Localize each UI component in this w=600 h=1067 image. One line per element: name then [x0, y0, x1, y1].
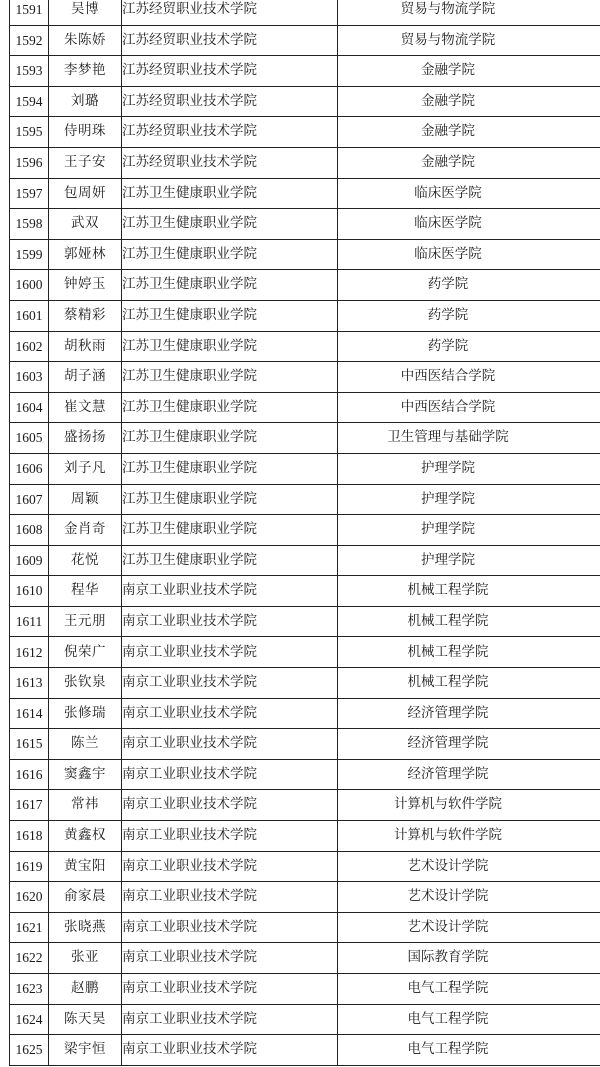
college-name-cell	[338, 484, 600, 515]
table-row	[10, 362, 600, 393]
college-name-cell	[338, 453, 600, 484]
row-number-cell: 1625	[10, 1035, 49, 1066]
college-name-text: 中西医结合学院	[400, 398, 496, 415]
college-name-text: 药学院	[427, 276, 469, 293]
college-name-text: 艺术设计学院	[407, 918, 489, 935]
college-name-text: 中西医结合学院	[400, 368, 496, 385]
college-name-cell	[338, 0, 600, 25]
college-name-text: 经济管理学院	[407, 735, 489, 752]
college-name-cell	[338, 270, 600, 301]
college-name-text: 药学院	[427, 337, 469, 354]
row-number-cell: 1591	[10, 0, 49, 25]
row-number-cell: 1593	[10, 56, 49, 87]
college-name-cell	[338, 392, 600, 423]
college-name-cell	[338, 239, 600, 270]
college-name-cell	[338, 698, 600, 729]
student-name-cell: 陈天昊	[49, 1004, 122, 1035]
school-name-cell: 江苏卫生健康职业学院	[122, 270, 338, 301]
school-name-cell: 南京工业职业技术学院	[122, 759, 338, 790]
row-number-cell: 1598	[10, 209, 49, 240]
row-number-cell: 1624	[10, 1004, 49, 1035]
student-name-cell: 吴博	[49, 0, 122, 25]
college-name-text: 机械工程学院	[407, 643, 489, 660]
school-name-cell: 南京工业职业技术学院	[122, 668, 338, 699]
student-name-cell: 钟婷玉	[49, 270, 122, 301]
student-name-cell: 侍明珠	[49, 117, 122, 148]
row-number-cell: 1620	[10, 882, 49, 913]
row-number-cell: 1603	[10, 362, 49, 393]
table-row	[10, 1004, 600, 1035]
student-name-cell: 张晓燕	[49, 912, 122, 943]
school-name-cell: 江苏卫生健康职业学院	[122, 484, 338, 515]
student-name-cell: 崔文慧	[49, 392, 122, 423]
student-name-cell: 刘子凡	[49, 453, 122, 484]
school-name-cell: 南京工业职业技术学院	[122, 821, 338, 852]
student-name-cell: 包周妍	[49, 178, 122, 209]
row-number-cell: 1608	[10, 515, 49, 546]
school-name-cell: 南京工业职业技术学院	[122, 576, 338, 607]
school-name-cell: 江苏经贸职业技术学院	[122, 56, 338, 87]
college-name-text: 电气工程学院	[407, 1010, 489, 1027]
table-row	[10, 178, 600, 209]
table-row	[10, 392, 600, 423]
college-name-text: 护理学院	[421, 521, 475, 538]
table-row	[10, 56, 600, 87]
school-name-cell: 南京工业职业技术学院	[122, 912, 338, 943]
student-name-cell: 张亚	[49, 943, 122, 974]
college-name-cell	[338, 178, 600, 209]
college-name-cell	[338, 882, 600, 913]
school-name-cell: 江苏经贸职业技术学院	[122, 86, 338, 117]
row-number-cell: 1604	[10, 392, 49, 423]
college-name-text: 经济管理学院	[407, 704, 489, 721]
student-name-cell: 李梦艳	[49, 56, 122, 87]
table-row	[10, 576, 600, 607]
school-name-cell: 南京工业职业技术学院	[122, 1004, 338, 1035]
school-name-cell: 江苏卫生健康职业学院	[122, 209, 338, 240]
row-number-cell: 1615	[10, 729, 49, 760]
school-name-cell: 南京工业职业技术学院	[122, 943, 338, 974]
table-row	[10, 0, 600, 25]
school-name-cell: 江苏经贸职业技术学院	[122, 0, 338, 25]
college-name-text: 临床医学院	[414, 215, 482, 232]
row-number-cell: 1619	[10, 851, 49, 882]
college-name-cell	[338, 147, 600, 178]
row-number-cell: 1595	[10, 117, 49, 148]
college-name-cell	[338, 851, 600, 882]
row-number-cell: 1599	[10, 239, 49, 270]
college-name-cell	[338, 790, 600, 821]
school-name-cell: 江苏经贸职业技术学院	[122, 117, 338, 148]
row-number-cell: 1614	[10, 698, 49, 729]
college-name-cell	[338, 668, 600, 699]
row-number-cell: 1612	[10, 637, 49, 668]
school-name-cell: 江苏卫生健康职业学院	[122, 453, 338, 484]
school-name-cell: 南京工业职业技术学院	[122, 882, 338, 913]
row-number-cell: 1596	[10, 147, 49, 178]
college-name-text: 护理学院	[421, 490, 475, 507]
student-name-cell: 花悦	[49, 545, 122, 576]
college-name-cell	[338, 729, 600, 760]
college-name-text: 计算机与软件学院	[394, 796, 502, 813]
college-name-cell	[338, 117, 600, 148]
table-row	[10, 943, 600, 974]
student-name-cell: 周颖	[49, 484, 122, 515]
table-row	[10, 545, 600, 576]
school-name-cell: 江苏卫生健康职业学院	[122, 362, 338, 393]
school-name-cell: 南京工业职业技术学院	[122, 698, 338, 729]
table-row	[10, 147, 600, 178]
college-name-cell	[338, 56, 600, 87]
table-row	[10, 668, 600, 699]
college-name-cell	[338, 25, 600, 56]
college-name-cell	[338, 86, 600, 117]
school-name-cell: 南京工业职业技术学院	[122, 729, 338, 760]
student-name-cell: 陈兰	[49, 729, 122, 760]
table-row	[10, 851, 600, 882]
college-name-text: 机械工程学院	[407, 612, 489, 629]
table-row	[10, 484, 600, 515]
college-name-text: 经济管理学院	[407, 765, 489, 782]
row-number-cell: 1610	[10, 576, 49, 607]
table-row	[10, 882, 600, 913]
school-name-cell: 南京工业职业技术学院	[122, 637, 338, 668]
student-name-cell: 窦鑫宇	[49, 759, 122, 790]
college-name-text: 临床医学院	[414, 245, 482, 262]
student-name-cell: 盛扬扬	[49, 423, 122, 454]
college-name-cell	[338, 423, 600, 454]
college-name-text: 护理学院	[421, 459, 475, 476]
row-number-cell: 1617	[10, 790, 49, 821]
student-name-cell: 倪荣广	[49, 637, 122, 668]
school-name-cell: 江苏经贸职业技术学院	[122, 147, 338, 178]
school-name-cell: 江苏卫生健康职业学院	[122, 300, 338, 331]
table-row	[10, 331, 600, 362]
school-name-cell: 江苏卫生健康职业学院	[122, 331, 338, 362]
student-name-cell: 郭娅林	[49, 239, 122, 270]
row-number-cell: 1623	[10, 974, 49, 1005]
school-name-cell: 江苏经贸职业技术学院	[122, 25, 338, 56]
college-name-cell	[338, 300, 600, 331]
table-row	[10, 239, 600, 270]
student-name-cell: 胡秋雨	[49, 331, 122, 362]
college-name-cell	[338, 974, 600, 1005]
college-name-cell	[338, 759, 600, 790]
row-number-cell: 1605	[10, 423, 49, 454]
table-row	[10, 86, 600, 117]
row-number-cell: 1601	[10, 300, 49, 331]
table-row	[10, 759, 600, 790]
student-name-cell: 王子安	[49, 147, 122, 178]
college-name-text: 金融学院	[421, 62, 475, 79]
student-name-cell: 梁宇恒	[49, 1035, 122, 1066]
school-name-cell: 南京工业职业技术学院	[122, 790, 338, 821]
college-name-text: 电气工程学院	[407, 1041, 489, 1058]
college-name-cell	[338, 821, 600, 852]
row-number-cell: 1609	[10, 545, 49, 576]
school-name-cell: 江苏卫生健康职业学院	[122, 515, 338, 546]
table-row	[10, 423, 600, 454]
college-name-cell	[338, 1035, 600, 1066]
table-row	[10, 209, 600, 240]
student-name-cell: 朱陈娇	[49, 25, 122, 56]
row-number-cell: 1618	[10, 821, 49, 852]
row-number-cell: 1616	[10, 759, 49, 790]
college-name-text: 艺术设计学院	[407, 857, 489, 874]
table-row	[10, 1035, 600, 1066]
table-row	[10, 606, 600, 637]
table-row	[10, 974, 600, 1005]
college-name-text: 电气工程学院	[407, 980, 489, 997]
college-name-cell	[338, 606, 600, 637]
student-name-cell: 赵鹏	[49, 974, 122, 1005]
student-name-cell: 金肖奇	[49, 515, 122, 546]
college-name-text: 金融学院	[421, 154, 475, 171]
table-row	[10, 270, 600, 301]
school-name-cell: 江苏卫生健康职业学院	[122, 178, 338, 209]
student-name-cell: 蔡精彩	[49, 300, 122, 331]
college-name-text: 护理学院	[421, 551, 475, 568]
row-number-cell: 1597	[10, 178, 49, 209]
student-name-cell: 武双	[49, 209, 122, 240]
college-name-text: 贸易与物流学院	[400, 1, 496, 18]
school-name-cell: 南京工业职业技术学院	[122, 606, 338, 637]
table-row	[10, 790, 600, 821]
table-row	[10, 25, 600, 56]
row-number-cell: 1600	[10, 270, 49, 301]
table-row	[10, 821, 600, 852]
school-name-cell: 南京工业职业技术学院	[122, 1035, 338, 1066]
college-name-text: 金融学院	[421, 92, 475, 109]
college-name-cell	[338, 209, 600, 240]
college-name-text: 计算机与软件学院	[394, 827, 502, 844]
college-name-cell	[338, 912, 600, 943]
college-name-text: 贸易与物流学院	[400, 31, 496, 48]
row-number-cell: 1613	[10, 668, 49, 699]
school-name-cell: 南京工业职业技术学院	[122, 851, 338, 882]
table-row	[10, 300, 600, 331]
college-name-cell	[338, 576, 600, 607]
row-number-cell: 1606	[10, 453, 49, 484]
college-name-text: 机械工程学院	[407, 674, 489, 691]
roster-table	[9, 0, 600, 1066]
college-name-cell	[338, 943, 600, 974]
row-number-cell: 1602	[10, 331, 49, 362]
table-row	[10, 729, 600, 760]
college-name-cell	[338, 637, 600, 668]
row-number-cell: 1621	[10, 912, 49, 943]
student-name-cell: 程华	[49, 576, 122, 607]
row-number-cell: 1592	[10, 25, 49, 56]
table-row	[10, 637, 600, 668]
student-name-cell: 刘璐	[49, 86, 122, 117]
student-name-cell: 张钦泉	[49, 668, 122, 699]
college-name-cell	[338, 331, 600, 362]
table-row	[10, 698, 600, 729]
row-number-cell: 1594	[10, 86, 49, 117]
table-row	[10, 515, 600, 546]
row-number-cell: 1607	[10, 484, 49, 515]
college-name-text: 艺术设计学院	[407, 888, 489, 905]
student-name-cell: 张修瑞	[49, 698, 122, 729]
row-number-cell: 1611	[10, 606, 49, 637]
school-name-cell: 江苏卫生健康职业学院	[122, 545, 338, 576]
school-name-cell: 江苏卫生健康职业学院	[122, 423, 338, 454]
college-name-cell	[338, 515, 600, 546]
college-name-text: 机械工程学院	[407, 582, 489, 599]
table-row	[10, 912, 600, 943]
school-name-cell: 江苏卫生健康职业学院	[122, 392, 338, 423]
school-name-cell: 南京工业职业技术学院	[122, 974, 338, 1005]
table-row	[10, 117, 600, 148]
student-name-cell: 王元朋	[49, 606, 122, 637]
student-name-cell: 胡子涵	[49, 362, 122, 393]
college-name-cell	[338, 1004, 600, 1035]
college-name-text: 临床医学院	[414, 184, 482, 201]
college-name-text: 药学院	[427, 306, 469, 323]
roster-table-body	[10, 0, 600, 1065]
row-number-cell: 1622	[10, 943, 49, 974]
student-name-cell: 黄宝阳	[49, 851, 122, 882]
college-name-text: 卫生管理与基础学院	[387, 429, 509, 446]
student-name-cell: 俞家晨	[49, 882, 122, 913]
college-name-cell	[338, 545, 600, 576]
college-name-text: 国际教育学院	[407, 949, 489, 966]
college-name-text: 金融学院	[421, 123, 475, 140]
student-name-cell: 常祎	[49, 790, 122, 821]
school-name-cell: 江苏卫生健康职业学院	[122, 239, 338, 270]
student-name-cell: 黄鑫权	[49, 821, 122, 852]
table-row	[10, 453, 600, 484]
college-name-cell	[338, 362, 600, 393]
